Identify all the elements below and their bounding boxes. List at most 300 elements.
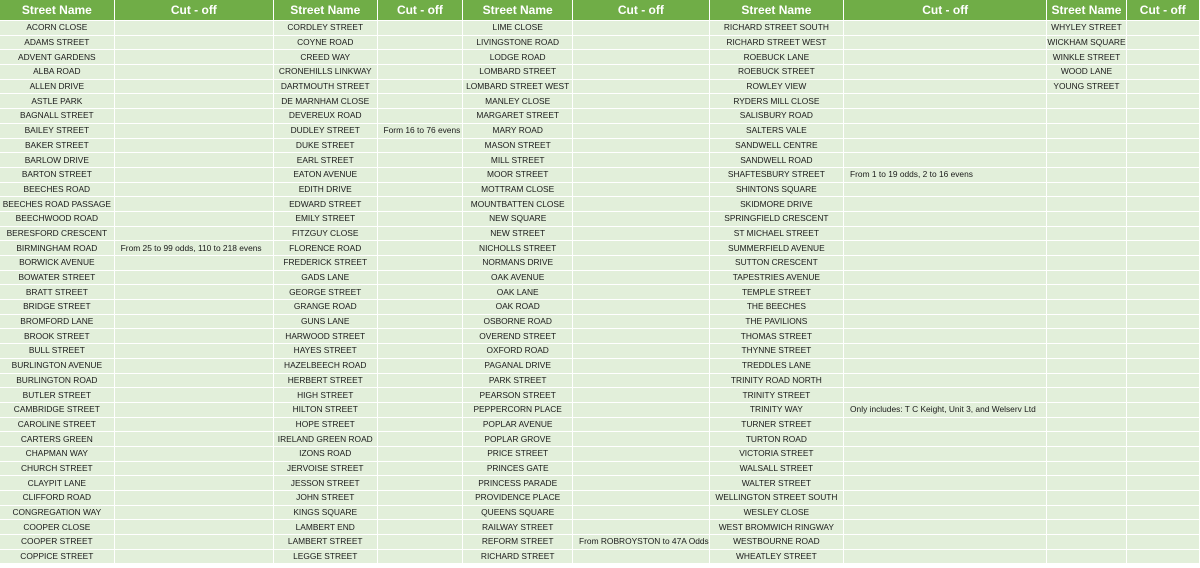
street-name-cell[interactable]: ROEBUCK STREET — [710, 65, 844, 80]
street-name-cell[interactable]: TURNER STREET — [710, 418, 844, 433]
street-name-cell[interactable]: EATON AVENUE — [274, 168, 378, 183]
cutoff-cell[interactable] — [378, 285, 464, 300]
street-name-cell[interactable]: PRICE STREET — [463, 447, 573, 462]
street-name-cell[interactable]: SUTTON CRESCENT — [710, 256, 844, 271]
street-name-cell[interactable]: DEVEREUX ROAD — [274, 109, 378, 124]
street-name-cell[interactable] — [1047, 506, 1126, 521]
street-name-cell[interactable]: CHURCH STREET — [0, 462, 115, 477]
street-name-cell[interactable] — [1047, 476, 1126, 491]
street-name-cell[interactable]: MOOR STREET — [463, 168, 573, 183]
street-name-cell[interactable] — [1047, 520, 1126, 535]
street-name-cell[interactable]: RICHARD STREET SOUTH — [710, 21, 844, 36]
cutoff-cell[interactable] — [844, 153, 1047, 168]
cutoff-cell[interactable] — [844, 344, 1047, 359]
street-name-cell[interactable]: RAILWAY STREET — [463, 520, 573, 535]
street-name-cell[interactable]: COPPICE STREET — [0, 550, 115, 565]
cutoff-cell[interactable] — [844, 241, 1047, 256]
street-name-cell[interactable]: LIME CLOSE — [463, 21, 573, 36]
cutoff-cell[interactable] — [115, 520, 274, 535]
street-name-cell[interactable] — [1047, 344, 1126, 359]
cutoff-cell[interactable] — [573, 65, 710, 80]
street-name-cell[interactable]: OAK AVENUE — [463, 271, 573, 286]
cutoff-cell[interactable] — [573, 21, 710, 36]
cutoff-cell[interactable] — [1127, 476, 1200, 491]
street-name-cell[interactable]: PRINCESS PARADE — [463, 476, 573, 491]
cutoff-cell[interactable] — [1127, 447, 1200, 462]
cutoff-cell[interactable] — [573, 300, 710, 315]
street-name-cell[interactable]: OAK LANE — [463, 285, 573, 300]
street-name-cell[interactable]: SKIDMORE DRIVE — [710, 197, 844, 212]
cutoff-cell[interactable] — [844, 124, 1047, 139]
cutoff-cell[interactable] — [573, 432, 710, 447]
street-name-cell[interactable]: OXFORD ROAD — [463, 344, 573, 359]
cutoff-cell[interactable] — [1127, 432, 1200, 447]
cutoff-cell[interactable] — [1127, 36, 1200, 51]
cutoff-cell[interactable] — [573, 550, 710, 565]
cutoff-cell[interactable] — [1127, 344, 1200, 359]
street-name-cell[interactable]: GADS LANE — [274, 271, 378, 286]
street-name-cell[interactable]: CREED WAY — [274, 50, 378, 65]
cutoff-cell[interactable] — [844, 256, 1047, 271]
cutoff-cell[interactable] — [844, 212, 1047, 227]
cutoff-cell[interactable] — [115, 359, 274, 374]
street-name-cell[interactable] — [1047, 447, 1126, 462]
street-name-cell[interactable]: JOHN STREET — [274, 491, 378, 506]
cutoff-cell[interactable] — [573, 418, 710, 433]
cutoff-cell[interactable] — [844, 80, 1047, 95]
street-name-cell[interactable]: WHEATLEY STREET — [710, 550, 844, 565]
cutoff-cell[interactable] — [115, 315, 274, 330]
street-name-cell[interactable]: CRONEHILLS LINKWAY — [274, 65, 378, 80]
street-name-cell[interactable]: CORDLEY STREET — [274, 21, 378, 36]
street-name-cell[interactable]: BROMFORD LANE — [0, 315, 115, 330]
street-name-cell[interactable]: DUDLEY STREET — [274, 124, 378, 139]
cutoff-cell[interactable] — [844, 476, 1047, 491]
cutoff-cell[interactable] — [378, 139, 464, 154]
street-name-cell[interactable] — [1047, 153, 1126, 168]
cutoff-cell[interactable] — [378, 418, 464, 433]
street-name-cell[interactable]: ROEBUCK LANE — [710, 50, 844, 65]
street-name-cell[interactable]: HAZELBEECH ROAD — [274, 359, 378, 374]
cutoff-cell[interactable] — [378, 227, 464, 242]
street-name-cell[interactable]: TRINITY STREET — [710, 388, 844, 403]
street-name-cell[interactable]: JESSON STREET — [274, 476, 378, 491]
cutoff-cell[interactable]: Form 16 to 76 evens — [378, 124, 464, 139]
cutoff-cell[interactable] — [573, 344, 710, 359]
street-name-cell[interactable]: LOMBARD STREET WEST — [463, 80, 573, 95]
street-name-cell[interactable]: SHAFTESBURY STREET — [710, 168, 844, 183]
cutoff-cell[interactable]: From 1 to 19 odds, 2 to 16 evens — [844, 168, 1047, 183]
cutoff-cell[interactable] — [115, 80, 274, 95]
cutoff-cell[interactable] — [573, 212, 710, 227]
cutoff-cell[interactable] — [115, 168, 274, 183]
street-name-cell[interactable] — [1047, 183, 1126, 198]
cutoff-cell[interactable] — [844, 520, 1047, 535]
cutoff-cell[interactable] — [115, 197, 274, 212]
cutoff-cell[interactable] — [115, 109, 274, 124]
cutoff-cell[interactable] — [844, 300, 1047, 315]
street-name-cell[interactable]: SANDWELL CENTRE — [710, 139, 844, 154]
cutoff-cell[interactable] — [844, 21, 1047, 36]
cutoff-cell[interactable] — [115, 285, 274, 300]
street-name-cell[interactable]: ST MICHAEL STREET — [710, 227, 844, 242]
cutoff-cell[interactable] — [573, 139, 710, 154]
street-name-cell[interactable]: BEECHES ROAD — [0, 183, 115, 198]
street-name-cell[interactable] — [1047, 535, 1126, 550]
street-name-cell[interactable]: ADAMS STREET — [0, 36, 115, 51]
street-name-cell[interactable] — [1047, 462, 1126, 477]
cutoff-cell[interactable] — [378, 329, 464, 344]
cutoff-cell[interactable] — [573, 447, 710, 462]
street-name-cell[interactable]: PEPPERCORN PLACE — [463, 403, 573, 418]
cutoff-cell[interactable] — [1127, 256, 1200, 271]
street-name-cell[interactable]: NICHOLLS STREET — [463, 241, 573, 256]
street-name-cell[interactable] — [1047, 94, 1126, 109]
street-name-cell[interactable]: NEW STREET — [463, 227, 573, 242]
street-name-cell[interactable]: LAMBERT END — [274, 520, 378, 535]
cutoff-cell[interactable] — [844, 374, 1047, 389]
street-name-cell[interactable]: JERVOISE STREET — [274, 462, 378, 477]
street-name-cell[interactable]: CARTERS GREEN — [0, 432, 115, 447]
street-name-cell[interactable]: CHAPMAN WAY — [0, 447, 115, 462]
street-name-cell[interactable]: TRINITY WAY — [710, 403, 844, 418]
cutoff-cell[interactable]: From ROBROYSTON to 47A Odds — [573, 535, 710, 550]
street-name-cell[interactable] — [1047, 403, 1126, 418]
cutoff-cell[interactable] — [573, 80, 710, 95]
street-name-cell[interactable]: ROWLEY VIEW — [710, 80, 844, 95]
cutoff-cell[interactable] — [844, 94, 1047, 109]
street-name-cell[interactable]: DUKE STREET — [274, 139, 378, 154]
street-name-cell[interactable]: BULL STREET — [0, 344, 115, 359]
cutoff-cell[interactable] — [844, 550, 1047, 565]
street-name-cell[interactable]: MOUNTBATTEN CLOSE — [463, 197, 573, 212]
street-name-cell[interactable]: WESTBOURNE ROAD — [710, 535, 844, 550]
street-name-cell[interactable]: PAGANAL DRIVE — [463, 359, 573, 374]
cutoff-cell[interactable] — [573, 168, 710, 183]
street-name-cell[interactable]: THOMAS STREET — [710, 329, 844, 344]
cutoff-cell[interactable] — [844, 227, 1047, 242]
cutoff-cell[interactable] — [378, 212, 464, 227]
street-name-cell[interactable]: VICTORIA STREET — [710, 447, 844, 462]
cutoff-cell[interactable] — [378, 447, 464, 462]
cutoff-cell[interactable] — [573, 271, 710, 286]
cutoff-cell[interactable] — [844, 197, 1047, 212]
cutoff-cell[interactable] — [378, 21, 464, 36]
cutoff-cell[interactable] — [844, 418, 1047, 433]
cutoff-cell[interactable] — [378, 109, 464, 124]
street-name-cell[interactable]: WEST BROMWICH RINGWAY — [710, 520, 844, 535]
street-name-cell[interactable]: BAGNALL STREET — [0, 109, 115, 124]
cutoff-cell[interactable] — [378, 506, 464, 521]
street-name-cell[interactable]: BROOK STREET — [0, 329, 115, 344]
cutoff-cell[interactable] — [844, 535, 1047, 550]
cutoff-cell[interactable] — [573, 491, 710, 506]
cutoff-cell[interactable] — [844, 447, 1047, 462]
cutoff-cell[interactable] — [115, 65, 274, 80]
cutoff-cell[interactable] — [844, 491, 1047, 506]
street-name-cell[interactable]: BEECHES ROAD PASSAGE — [0, 197, 115, 212]
cutoff-cell[interactable] — [115, 21, 274, 36]
cutoff-cell[interactable] — [1127, 80, 1200, 95]
cutoff-cell[interactable] — [573, 462, 710, 477]
cutoff-cell[interactable] — [1127, 153, 1200, 168]
cutoff-cell[interactable] — [573, 183, 710, 198]
street-name-cell[interactable]: QUEENS SQUARE — [463, 506, 573, 521]
street-name-cell[interactable]: CAROLINE STREET — [0, 418, 115, 433]
street-name-cell[interactable]: WOOD LANE — [1047, 65, 1126, 80]
street-name-cell[interactable]: SHINTONS SQUARE — [710, 183, 844, 198]
cutoff-cell[interactable] — [1127, 403, 1200, 418]
street-name-cell[interactable]: ASTLE PARK — [0, 94, 115, 109]
street-name-cell[interactable]: WINKLE STREET — [1047, 50, 1126, 65]
cutoff-cell[interactable] — [115, 36, 274, 51]
cutoff-cell[interactable] — [1127, 241, 1200, 256]
cutoff-cell[interactable] — [115, 462, 274, 477]
cutoff-cell[interactable] — [844, 506, 1047, 521]
cutoff-cell[interactable] — [573, 374, 710, 389]
cutoff-cell[interactable] — [1127, 300, 1200, 315]
cutoff-cell[interactable] — [844, 65, 1047, 80]
street-name-cell[interactable]: CLAYPIT LANE — [0, 476, 115, 491]
cutoff-cell[interactable] — [844, 139, 1047, 154]
cutoff-cell[interactable] — [1127, 315, 1200, 330]
cutoff-cell[interactable] — [844, 271, 1047, 286]
street-name-cell[interactable] — [1047, 197, 1126, 212]
street-name-cell[interactable]: SUMMERFIELD AVENUE — [710, 241, 844, 256]
cutoff-cell[interactable] — [378, 359, 464, 374]
cutoff-cell[interactable] — [115, 550, 274, 565]
street-name-cell[interactable] — [1047, 241, 1126, 256]
street-name-cell[interactable]: EDITH DRIVE — [274, 183, 378, 198]
cutoff-cell[interactable] — [573, 124, 710, 139]
street-name-cell[interactable]: THE PAVILIONS — [710, 315, 844, 330]
street-name-cell[interactable]: RYDERS MILL CLOSE — [710, 94, 844, 109]
street-name-cell[interactable]: OVEREND STREET — [463, 329, 573, 344]
street-name-cell[interactable]: SALTERS VALE — [710, 124, 844, 139]
street-name-cell[interactable]: EARL STREET — [274, 153, 378, 168]
cutoff-cell[interactable] — [573, 359, 710, 374]
street-name-cell[interactable]: RICHARD STREET WEST — [710, 36, 844, 51]
cutoff-cell[interactable] — [1127, 109, 1200, 124]
street-name-cell[interactable]: IZONS ROAD — [274, 447, 378, 462]
cutoff-cell[interactable] — [115, 139, 274, 154]
street-name-cell[interactable] — [1047, 256, 1126, 271]
cutoff-cell[interactable] — [115, 432, 274, 447]
cutoff-cell[interactable] — [378, 462, 464, 477]
street-name-cell[interactable] — [1047, 374, 1126, 389]
cutoff-cell[interactable] — [1127, 212, 1200, 227]
cutoff-cell[interactable] — [573, 109, 710, 124]
cutoff-cell[interactable] — [115, 212, 274, 227]
cutoff-cell[interactable] — [1127, 462, 1200, 477]
cutoff-cell[interactable] — [378, 153, 464, 168]
street-name-cell[interactable]: PEARSON STREET — [463, 388, 573, 403]
cutoff-cell[interactable] — [1127, 124, 1200, 139]
street-name-cell[interactable]: ADVENT GARDENS — [0, 50, 115, 65]
street-name-cell[interactable] — [1047, 388, 1126, 403]
cutoff-cell[interactable] — [573, 285, 710, 300]
cutoff-cell[interactable] — [115, 491, 274, 506]
cutoff-cell[interactable] — [844, 462, 1047, 477]
street-name-cell[interactable] — [1047, 359, 1126, 374]
cutoff-cell[interactable] — [844, 50, 1047, 65]
street-name-cell[interactable]: NEW SQUARE — [463, 212, 573, 227]
street-name-cell[interactable]: LIVINGSTONE ROAD — [463, 36, 573, 51]
cutoff-cell[interactable] — [378, 168, 464, 183]
cutoff-cell[interactable] — [573, 403, 710, 418]
street-name-cell[interactable]: GUNS LANE — [274, 315, 378, 330]
street-name-cell[interactable]: HILTON STREET — [274, 403, 378, 418]
street-name-cell[interactable]: COYNE ROAD — [274, 36, 378, 51]
cutoff-cell[interactable]: From 25 to 99 odds, 110 to 218 evens — [115, 241, 274, 256]
cutoff-cell[interactable] — [1127, 271, 1200, 286]
street-name-cell[interactable]: YOUNG STREET — [1047, 80, 1126, 95]
street-name-cell[interactable]: LAMBERT STREET — [274, 535, 378, 550]
cutoff-cell[interactable] — [378, 491, 464, 506]
cutoff-cell[interactable] — [378, 550, 464, 565]
street-name-cell[interactable]: CONGREGATION WAY — [0, 506, 115, 521]
cutoff-cell[interactable] — [1127, 520, 1200, 535]
street-name-cell[interactable]: WESLEY CLOSE — [710, 506, 844, 521]
cutoff-cell[interactable] — [573, 36, 710, 51]
street-name-cell[interactable]: TRINITY ROAD NORTH — [710, 374, 844, 389]
cutoff-cell[interactable] — [1127, 94, 1200, 109]
street-name-cell[interactable]: OSBORNE ROAD — [463, 315, 573, 330]
street-name-cell[interactable]: TAPESTRIES AVENUE — [710, 271, 844, 286]
cutoff-cell[interactable] — [1127, 183, 1200, 198]
street-name-cell[interactable]: LODGE ROAD — [463, 50, 573, 65]
cutoff-cell[interactable] — [1127, 388, 1200, 403]
cutoff-cell[interactable] — [844, 329, 1047, 344]
cutoff-cell[interactable] — [573, 227, 710, 242]
cutoff-cell[interactable] — [1127, 21, 1200, 36]
street-name-cell[interactable]: PROVIDENCE PLACE — [463, 491, 573, 506]
cutoff-cell[interactable] — [573, 329, 710, 344]
street-name-cell[interactable]: GEORGE STREET — [274, 285, 378, 300]
street-name-cell[interactable] — [1047, 168, 1126, 183]
cutoff-cell[interactable] — [378, 197, 464, 212]
street-name-cell[interactable]: BIRMINGHAM ROAD — [0, 241, 115, 256]
cutoff-cell[interactable] — [115, 256, 274, 271]
cutoff-cell[interactable] — [115, 271, 274, 286]
street-name-cell[interactable]: WALSALL STREET — [710, 462, 844, 477]
street-name-cell[interactable] — [1047, 109, 1126, 124]
street-name-cell[interactable]: BAILEY STREET — [0, 124, 115, 139]
street-name-cell[interactable]: CAMBRIDGE STREET — [0, 403, 115, 418]
cutoff-cell[interactable] — [115, 447, 274, 462]
street-name-cell[interactable] — [1047, 550, 1126, 565]
street-name-cell[interactable]: FLORENCE ROAD — [274, 241, 378, 256]
street-name-cell[interactable]: OAK ROAD — [463, 300, 573, 315]
cutoff-cell[interactable] — [378, 344, 464, 359]
cutoff-cell[interactable] — [378, 94, 464, 109]
street-name-cell[interactable]: WALTER STREET — [710, 476, 844, 491]
street-name-cell[interactable]: KINGS SQUARE — [274, 506, 378, 521]
street-name-cell[interactable]: ALBA ROAD — [0, 65, 115, 80]
cutoff-cell[interactable] — [378, 315, 464, 330]
street-name-cell[interactable] — [1047, 432, 1126, 447]
cutoff-cell[interactable] — [1127, 374, 1200, 389]
cutoff-cell[interactable] — [573, 520, 710, 535]
cutoff-cell[interactable] — [115, 344, 274, 359]
street-name-cell[interactable]: NORMANS DRIVE — [463, 256, 573, 271]
street-name-cell[interactable]: COOPER STREET — [0, 535, 115, 550]
street-name-cell[interactable]: HIGH STREET — [274, 388, 378, 403]
cutoff-cell[interactable] — [1127, 168, 1200, 183]
street-name-cell[interactable]: REFORM STREET — [463, 535, 573, 550]
cutoff-cell[interactable] — [115, 403, 274, 418]
street-name-cell[interactable]: BUTLER STREET — [0, 388, 115, 403]
cutoff-cell[interactable] — [1127, 50, 1200, 65]
cutoff-cell[interactable] — [115, 418, 274, 433]
cutoff-cell[interactable] — [378, 271, 464, 286]
street-name-cell[interactable]: WHYLEY STREET — [1047, 21, 1126, 36]
cutoff-cell[interactable] — [1127, 535, 1200, 550]
street-name-cell[interactable] — [1047, 271, 1126, 286]
cutoff-cell[interactable] — [378, 403, 464, 418]
street-name-cell[interactable]: BURLINGTON AVENUE — [0, 359, 115, 374]
street-name-cell[interactable]: COOPER CLOSE — [0, 520, 115, 535]
cutoff-cell[interactable] — [1127, 329, 1200, 344]
cutoff-cell[interactable] — [115, 124, 274, 139]
cutoff-cell[interactable] — [378, 50, 464, 65]
cutoff-cell[interactable] — [378, 80, 464, 95]
cutoff-cell[interactable] — [115, 94, 274, 109]
cutoff-cell[interactable] — [115, 300, 274, 315]
cutoff-cell[interactable] — [378, 241, 464, 256]
street-name-cell[interactable]: ACORN CLOSE — [0, 21, 115, 36]
cutoff-cell[interactable] — [115, 476, 274, 491]
street-name-cell[interactable]: WICKHAM SQUARE — [1047, 36, 1126, 51]
cutoff-cell[interactable] — [1127, 139, 1200, 154]
cutoff-cell[interactable] — [378, 476, 464, 491]
cutoff-cell[interactable] — [1127, 197, 1200, 212]
street-name-cell[interactable]: BRATT STREET — [0, 285, 115, 300]
cutoff-cell[interactable] — [115, 153, 274, 168]
cutoff-cell[interactable] — [1127, 285, 1200, 300]
street-name-cell[interactable]: HERBERT STREET — [274, 374, 378, 389]
street-name-cell[interactable]: TREDDLES LANE — [710, 359, 844, 374]
street-name-cell[interactable]: MOTTRAM CLOSE — [463, 183, 573, 198]
street-name-cell[interactable] — [1047, 124, 1126, 139]
cutoff-cell[interactable] — [115, 535, 274, 550]
street-name-cell[interactable]: BORWICK AVENUE — [0, 256, 115, 271]
street-name-cell[interactable]: PARK STREET — [463, 374, 573, 389]
street-name-cell[interactable]: IRELAND GREEN ROAD — [274, 432, 378, 447]
street-name-cell[interactable]: MARY ROAD — [463, 124, 573, 139]
cutoff-cell[interactable] — [378, 535, 464, 550]
cutoff-cell[interactable] — [378, 374, 464, 389]
cutoff-cell[interactable] — [115, 50, 274, 65]
street-name-cell[interactable]: MASON STREET — [463, 139, 573, 154]
cutoff-cell[interactable] — [1127, 506, 1200, 521]
cutoff-cell[interactable] — [844, 109, 1047, 124]
cutoff-cell[interactable] — [573, 315, 710, 330]
street-name-cell[interactable]: CLIFFORD ROAD — [0, 491, 115, 506]
street-name-cell[interactable]: PRINCES GATE — [463, 462, 573, 477]
cutoff-cell[interactable] — [378, 300, 464, 315]
cutoff-cell[interactable] — [378, 520, 464, 535]
street-name-cell[interactable]: LOMBARD STREET — [463, 65, 573, 80]
cutoff-cell[interactable] — [1127, 418, 1200, 433]
street-name-cell[interactable]: POPLAR GROVE — [463, 432, 573, 447]
street-name-cell[interactable]: BRIDGE STREET — [0, 300, 115, 315]
cutoff-cell[interactable] — [573, 506, 710, 521]
street-name-cell[interactable]: MARGARET STREET — [463, 109, 573, 124]
cutoff-cell[interactable] — [115, 388, 274, 403]
street-name-cell[interactable]: TEMPLE STREET — [710, 285, 844, 300]
street-name-cell[interactable] — [1047, 212, 1126, 227]
